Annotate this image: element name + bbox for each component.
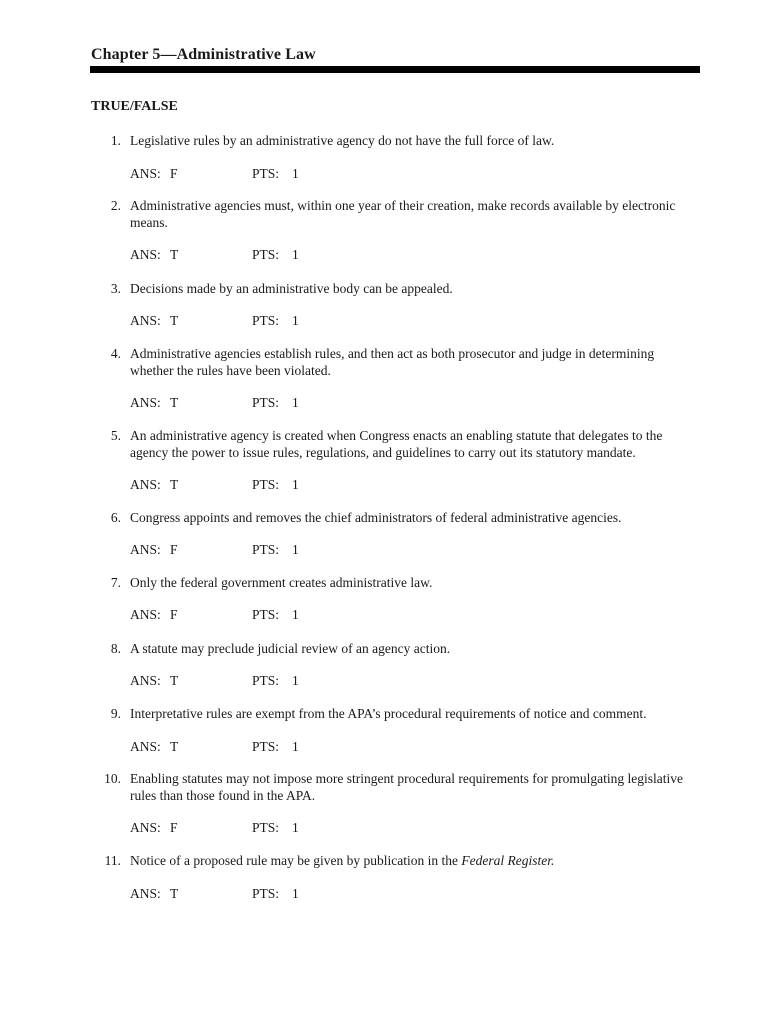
pts-label: PTS: — [252, 542, 280, 557]
ans-value: T — [170, 395, 179, 410]
pts-label: PTS: — [252, 886, 280, 901]
ans-value: F — [170, 820, 178, 835]
pts-value: 1 — [292, 673, 299, 688]
ans-label: ANS: — [130, 607, 161, 622]
pts-label: PTS: — [252, 739, 280, 754]
ans-value: T — [170, 313, 179, 328]
question-text: A statute may preclude judicial review of an agency action. — [130, 641, 451, 656]
question-number: 7. — [110, 575, 121, 590]
pts-label: PTS: — [252, 820, 280, 835]
pts-value: 1 — [292, 477, 299, 492]
ans-label: ANS: — [130, 886, 161, 901]
question-number: 9. — [110, 706, 121, 721]
question-text: Decisions made by an administrative body can be appealed. — [130, 281, 453, 296]
question-text: Administrative agencies must, within one year of their creation, make records available by electronic means. — [130, 198, 676, 230]
question-text: Interpretative rules are exempt from the APA’s procedural requirements of notice and comment. — [130, 706, 647, 721]
ans-label: ANS: — [130, 820, 161, 835]
pts-label: PTS: — [252, 477, 280, 492]
question-text: Enabling statutes may not impose more stringent procedural requirements for promulgating legislative rules than those found in the APA. — [130, 771, 683, 803]
ans-label: ANS: — [130, 166, 161, 181]
ans-label: ANS: — [130, 542, 161, 557]
ans-value: T — [170, 247, 179, 262]
pts-value: 1 — [292, 820, 299, 835]
pts-value: 1 — [292, 395, 299, 410]
pts-value: 1 — [292, 607, 299, 622]
pts-label: PTS: — [252, 607, 280, 622]
question-number: 5. — [110, 428, 121, 443]
ans-label: ANS: — [130, 247, 161, 262]
question-number: 10. — [104, 771, 121, 786]
pts-value: 1 — [292, 542, 299, 557]
pts-label: PTS: — [252, 395, 280, 410]
question-number: 11. — [104, 853, 121, 868]
ans-label: ANS: — [130, 477, 161, 492]
ans-value: F — [170, 166, 178, 181]
ans-value: T — [170, 673, 179, 688]
question-number: 1. — [110, 133, 121, 148]
pts-label: PTS: — [252, 166, 280, 181]
question-text: Administrative agencies establish rules, and then act as both prosecutor and judge in determining whether the rules have been violated. — [130, 346, 655, 378]
ans-value: T — [170, 886, 179, 901]
pts-label: PTS: — [252, 313, 280, 328]
question-text-plain: Notice of a proposed rule may be given by publication in the — [130, 853, 462, 868]
question-number: 2. — [110, 198, 121, 213]
ans-label: ANS: — [130, 673, 161, 688]
question-text-italic: Federal Register. — [461, 853, 555, 868]
ans-value: F — [170, 542, 178, 557]
pts-value: 1 — [292, 166, 299, 181]
ans-value: T — [170, 477, 179, 492]
question-text: Legislative rules by an administrative agency do not have the full force of law. — [130, 133, 555, 148]
question-text — [130, 853, 700, 870]
question-text: Congress appoints and removes the chief administrators of federal administrative agencies. — [130, 510, 622, 525]
ans-label: ANS: — [130, 313, 161, 328]
question-number: 4. — [110, 346, 121, 361]
header-rule — [90, 66, 700, 73]
pts-value: 1 — [292, 739, 299, 754]
pts-value: 1 — [292, 886, 299, 901]
ans-label: ANS: — [130, 395, 161, 410]
pts-label: PTS: — [252, 673, 280, 688]
question-number: 3. — [110, 281, 121, 296]
pts-value: 1 — [292, 247, 299, 262]
ans-label: ANS: — [130, 739, 161, 754]
question-text: An administrative agency is created when Congress enacts an enabling statute that delegates to the agency the power to issue rules, regulations, and guidelines to carry out its statutory mandate. — [130, 428, 663, 460]
section-heading: TRUE/FALSE — [91, 99, 178, 114]
chapter-title: Chapter 5—Administrative Law — [91, 46, 316, 63]
ans-value: F — [170, 607, 178, 622]
ans-value: T — [170, 739, 179, 754]
pts-label: PTS: — [252, 247, 280, 262]
pts-value: 1 — [292, 313, 299, 328]
question-text: Only the federal government creates administrative law. — [130, 575, 433, 590]
question-number: 6. — [110, 510, 121, 525]
question-number: 8. — [110, 641, 121, 656]
